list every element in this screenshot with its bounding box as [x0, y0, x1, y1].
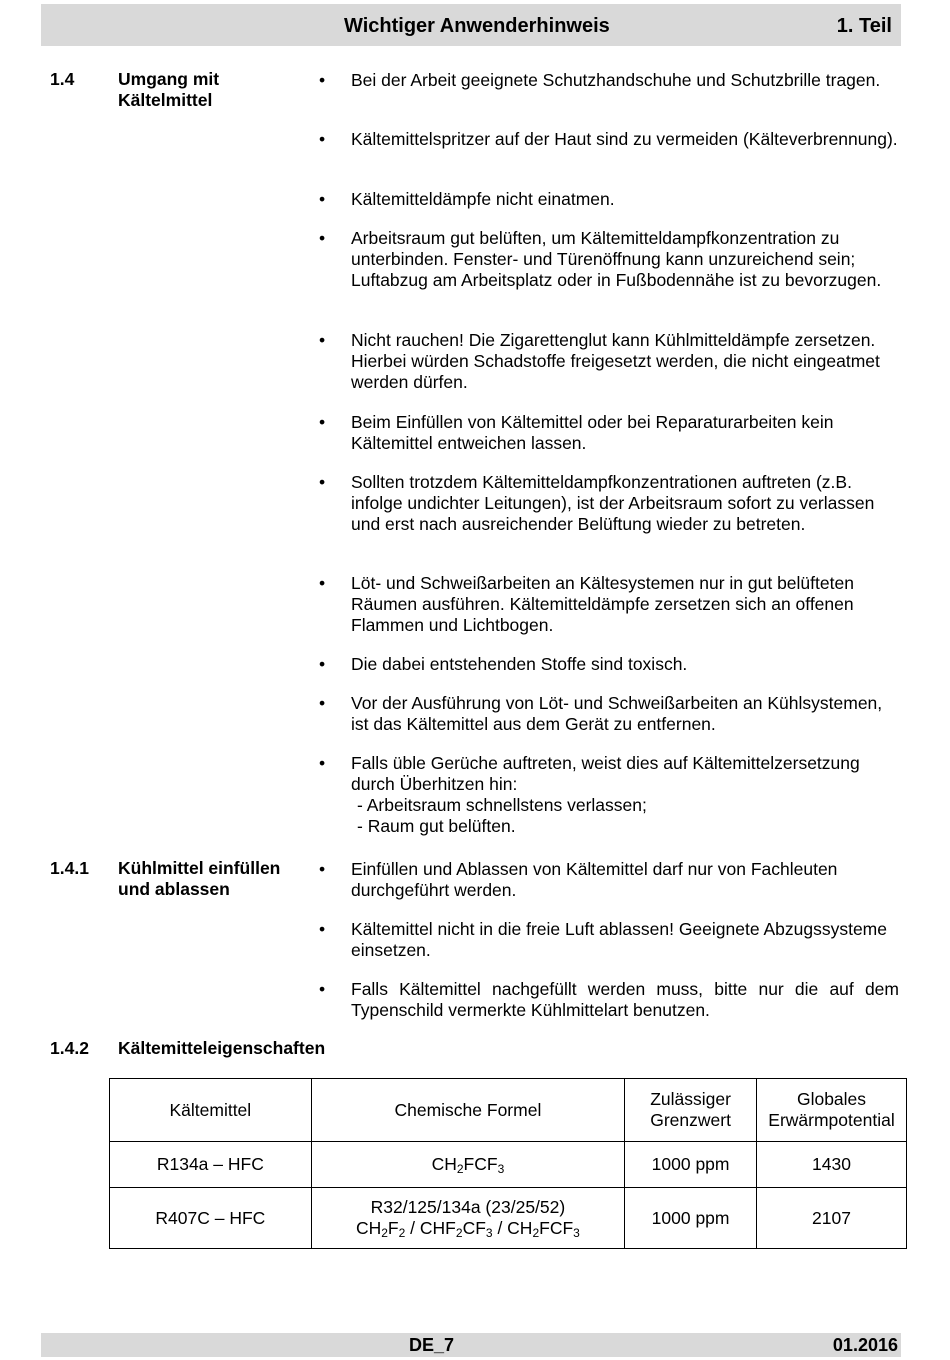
- list-item: Kältemittelspritzer auf der Haut sind zu vermeiden (Kälteverbrennung).: [351, 129, 898, 149]
- bullet: •: [319, 70, 326, 90]
- column-header: Globales Erwärmpotential: [757, 1079, 907, 1142]
- bullet: •: [319, 330, 326, 350]
- bullet: •: [319, 654, 326, 674]
- section-number: 1.4: [50, 69, 75, 89]
- bullet: •: [319, 919, 326, 939]
- formula-cell: [311, 1142, 624, 1188]
- bullet: •: [319, 412, 326, 432]
- section-title: Kältemitteleigenschaften: [118, 1038, 326, 1058]
- chemical-formula: $CH_2FCF_3$: [431, 1154, 505, 1176]
- refrigerant-cell: R134a – HFC: [110, 1142, 312, 1188]
- bullet: •: [319, 979, 326, 999]
- refrigerant-cell: R407C – HFC: [110, 1188, 312, 1249]
- bullet: •: [319, 189, 326, 209]
- limit-cell: 1000 ppm: [625, 1142, 757, 1188]
- list-item: Falls üble Gerüche auftreten, weist dies auf Kältemittelzersetzung durch Überhitzen hin:: [351, 753, 860, 794]
- document-date: 01.2016: [832, 1335, 898, 1355]
- list-item: Beim Einfüllen von Kältemittel oder bei Reparaturarbeiten kein Kältemittel entweichen lassen.: [351, 412, 834, 453]
- list-item: Löt- und Schweißarbeiten an Kältesystemen nur in gut belüfteten Räumen ausführen. Kältemitteldämpfe zersetzen sich an offenen Flammen und Lichtbogen.: [351, 573, 854, 635]
- bullet: •: [319, 859, 326, 879]
- header-bar: [41, 4, 901, 46]
- list-item: Sollten trotzdem Kältemitteldampfkonzentrationen auftreten (z.B. infolge undichter Leitungen), ist der Arbeitsraum sofort zu verlassen und erst nach ausreichender Belüftung wieder zu betreten.: [351, 472, 875, 534]
- chemical-formula: $CH_2F_2 / CHF_2CF_3 / CH_2FCF_3$: [355, 1218, 580, 1240]
- list-item: Falls Kältemittel nachgefüllt werden muss, bitte nur die auf dem Typenschild vermerkte Kühlmittelart benutzen.: [351, 979, 899, 1020]
- list-item: Kältemitteldämpfe nicht einatmen.: [351, 189, 615, 209]
- part-label: 1. Teil: [836, 15, 892, 37]
- section-title: Kühlmittel einfüllen und ablassen: [118, 858, 281, 899]
- list-item: Arbeitsraum gut belüften, um Kältemitteldampfkonzentration zu unterbinden. Fenster- und Türenöffnung kann unzureichend sein; Luftabzug am Arbeitsplatz oder in Fußbodennähe ist zu bevorzugen.: [351, 228, 882, 290]
- list-item: Die dabei entstehenden Stoffe sind toxisch.: [351, 654, 688, 674]
- list-item: Kältemittel nicht in die freie Luft ablassen! Geeignete Abzugssysteme einsetzen.: [351, 919, 887, 960]
- bullet: •: [319, 753, 326, 773]
- section-number: 1.4.2: [50, 1038, 89, 1058]
- list-item: Nicht rauchen! Die Zigarettenglut kann Kühlmitteldämpfe zersetzen. Hierbei würden Schadstoffe freigesetzt werden, die nicht eingeatmet werden dürfen.: [351, 330, 880, 392]
- section-number: 1.4.1: [50, 858, 89, 878]
- formula-cell: [311, 1188, 624, 1249]
- blend-composition: R32/125/134a (23/25/52): [370, 1197, 566, 1217]
- table-header-row: [110, 1079, 907, 1142]
- sub-list-item: - Arbeitsraum schnellstens verlassen;: [357, 795, 647, 815]
- limit-cell: 1000 ppm: [625, 1188, 757, 1249]
- gwp-cell: 2107: [757, 1188, 907, 1249]
- column-header: Kältemittel: [110, 1079, 312, 1142]
- page-title: Wichtiger Anwenderhinweis: [344, 15, 610, 37]
- list-item: Bei der Arbeit geeignete Schutzhandschuhe und Schutzbrille tragen.: [351, 70, 881, 90]
- page-number: DE_7: [409, 1335, 455, 1355]
- bullet: •: [319, 573, 326, 593]
- bullet: •: [319, 693, 326, 713]
- refrigerant-properties-table: [109, 1078, 907, 1249]
- column-header: Zulässiger Grenzwert: [625, 1079, 757, 1142]
- table-row: [110, 1142, 907, 1188]
- section-title: Umgang mit Kältelmittel: [118, 69, 220, 110]
- table-row: [110, 1188, 907, 1249]
- sub-list-item: - Raum gut belüften.: [357, 816, 516, 836]
- column-header: Chemische Formel: [311, 1079, 624, 1142]
- list-item: Einfüllen und Ablassen von Kältemittel darf nur von Fachleuten durchgeführt werden.: [351, 859, 838, 900]
- bullet: •: [319, 129, 326, 149]
- footer-bar: [41, 1333, 901, 1357]
- gwp-cell: 1430: [757, 1142, 907, 1188]
- bullet: •: [319, 472, 326, 492]
- bullet: •: [319, 228, 326, 248]
- list-item: Vor der Ausführung von Löt- und Schweißarbeiten an Kühlsystemen, ist das Kältemittel aus dem Gerät zu entfernen.: [351, 693, 883, 734]
